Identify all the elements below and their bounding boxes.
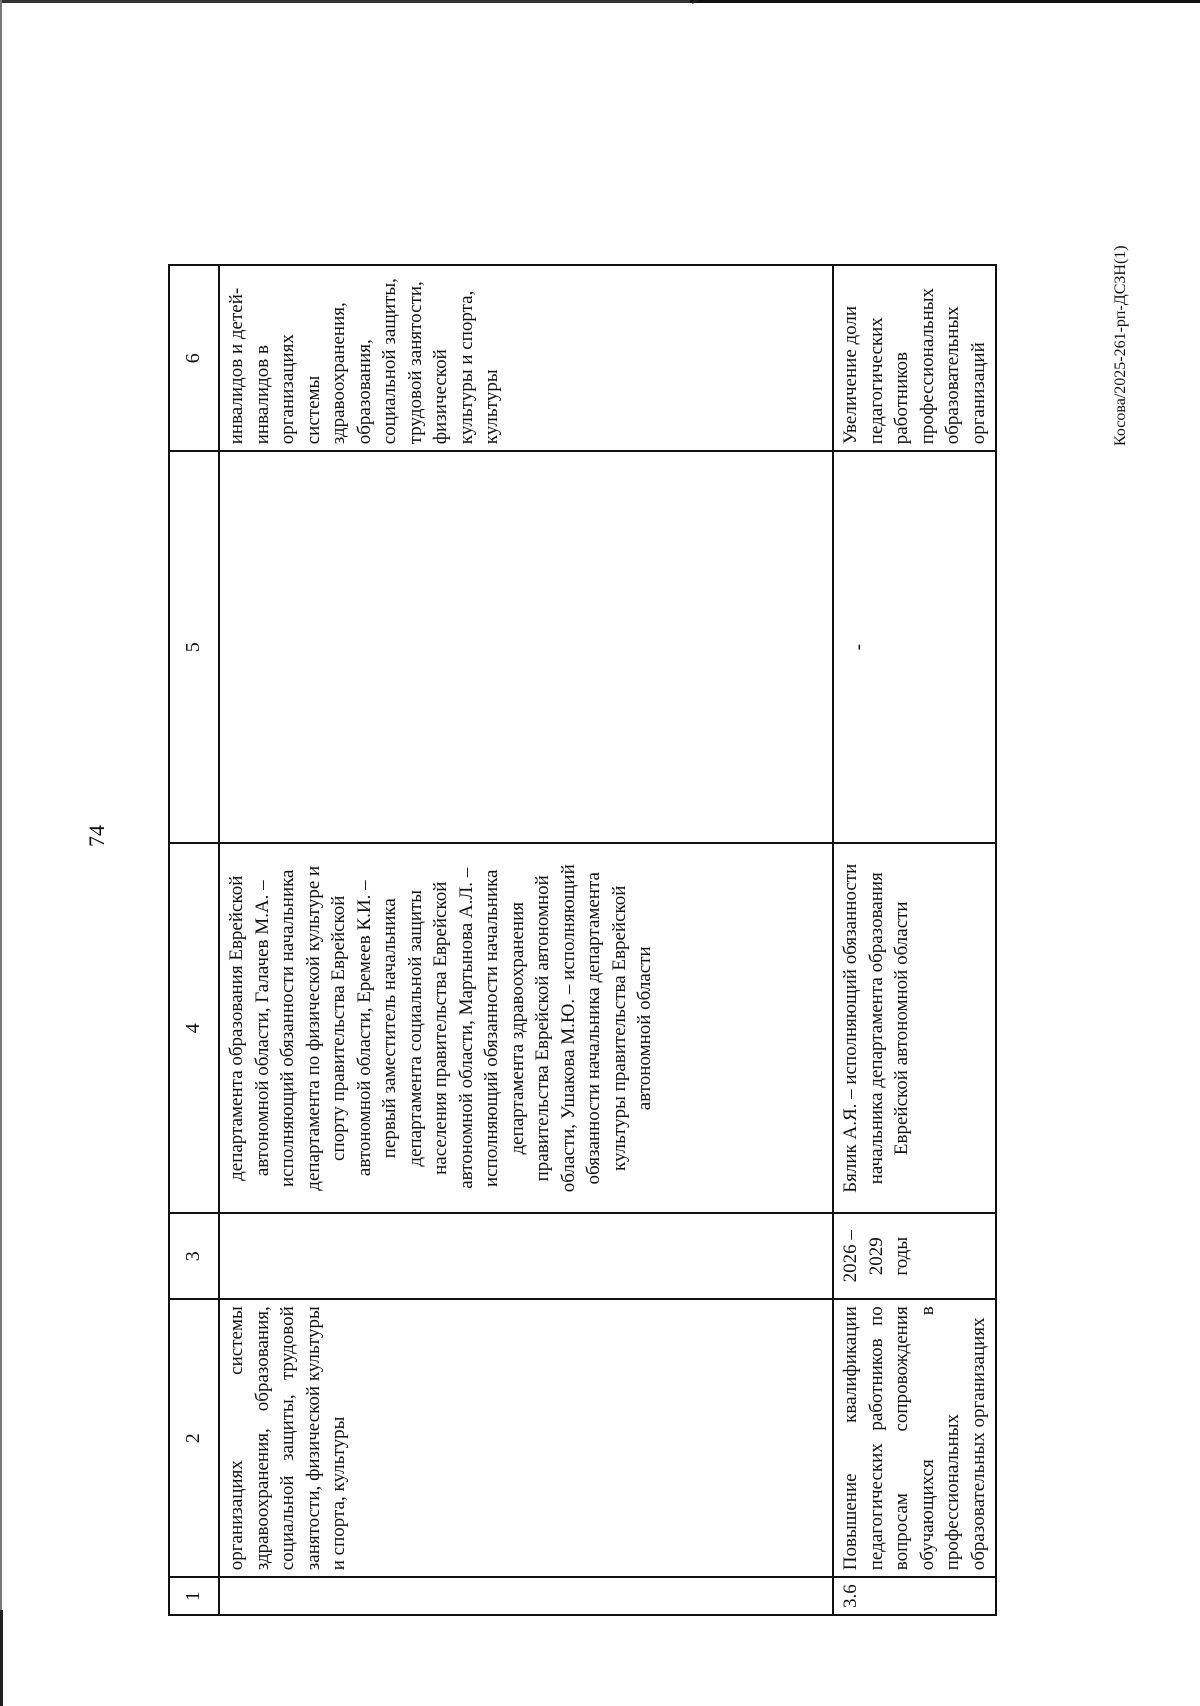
responsible-cell: департамента образования Еврейской автономной области, Галачев М.А. – исполняющий обязанности начальника департамента по физической культуре и спорту правительства Еврейской автономной области, Еремеев К.И. – первый заместитель начальника департамента социальной защиты населения правительства Еврейской автономной области, Мартынова А.Л. – исполняющий обязанности начальника департамента здравоохранения правительства Еврейской автономной области, Ушакова М.Ю. – исполняющий обязанности начальника департамента культуры правительства Еврейской автономной области [219,843,833,1213]
activity-cell: Повышение квалификации педагогических работников по вопросам сопровождения обучающихся в профессиональных образовательных организациях [833,1299,996,1577]
page-number: 74 [84,825,109,847]
header-col-6: 6 [169,265,219,451]
document-reference: Косова/2025-261-рп-ДСЗН(1) [1112,245,1129,446]
header-col-5: 5 [169,451,219,843]
result-cell: Увеличение доли педагогических работников профессиональных образовательных организаций [833,265,996,451]
row-number: 3.6 [833,1577,996,1615]
plan-table [168,264,997,1616]
table-header-row [169,265,219,1615]
header-col-1: 1 [169,1577,219,1615]
header-col-3: 3 [169,1213,219,1299]
responsible-cell: Бялик А.Я. – исполняющий обязанности начальника департамента образования Еврейской автономной области [833,843,996,1213]
header-col-2: 2 [169,1299,219,1577]
table-row [219,265,833,1615]
header-col-4: 4 [169,843,219,1213]
col5-cell [219,451,833,843]
period-cell [219,1213,833,1299]
result-cell: инвалидов и детей-инвалидов в организациях системы здравоохранения, образования, социальной защиты, трудовой занятости, физической культуры и спорта, культуры [219,265,833,451]
period-cell: 2026 – 2029 годы [833,1213,996,1299]
table-row [833,265,996,1615]
col5-cell: - [833,451,996,843]
row-number [219,1577,833,1615]
activity-cell: организациях системы здравоохранения, образования, социальной защиты, трудовой занятости, физической культуры и спорта, культуры [219,1299,833,1577]
